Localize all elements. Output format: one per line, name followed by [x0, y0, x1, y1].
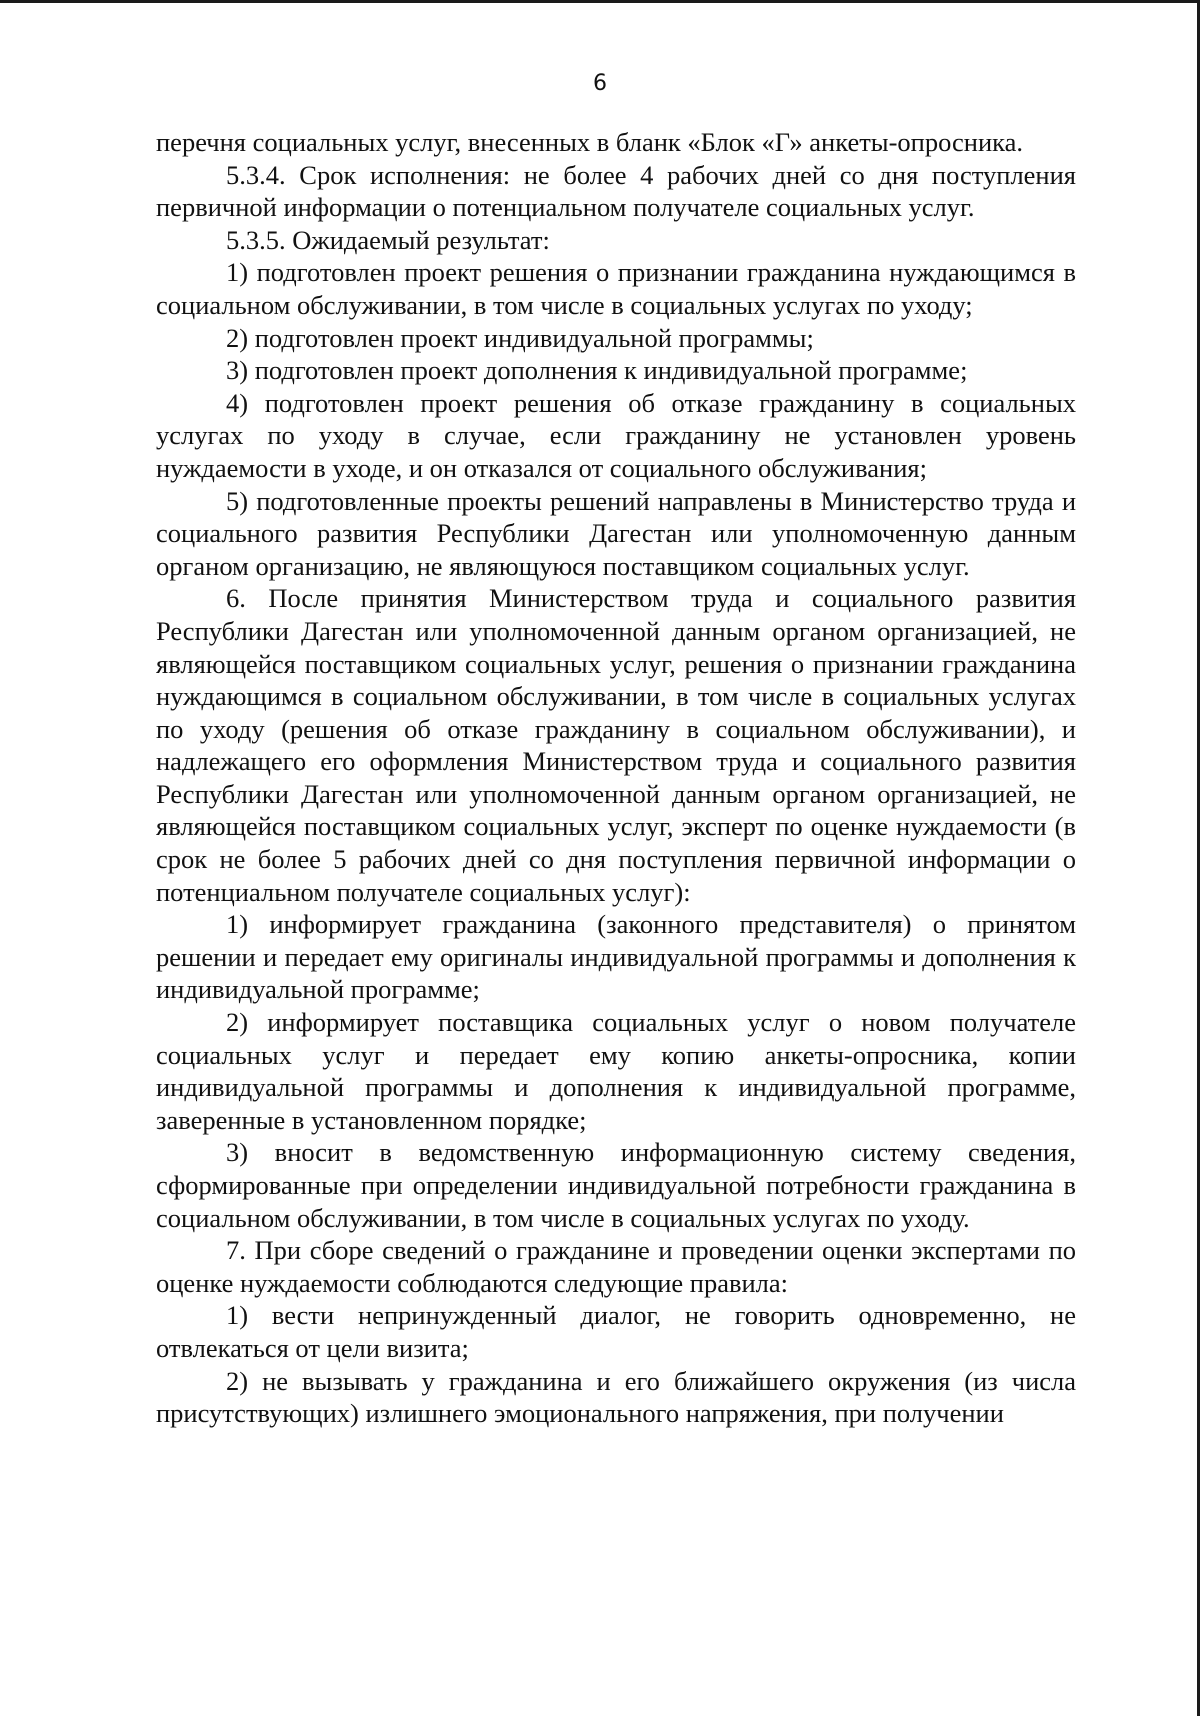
paragraph: 1) вести непринужденный диалог, не говорить одновременно, не отвлекаться от цели визита;: [156, 1300, 1076, 1363]
paragraph: 2) не вызывать у гражданина и его ближайшего окружения (из числа присутствующих) излишнего эмоционального напряжения, при получении: [156, 1365, 1076, 1429]
scan-edge-top: [0, 0, 1200, 3]
paragraph: 6. После принятия Министерством труда и социального развития Республики Дагестан или уполномоченной данным органом организацией, не являющейся поставщиком социальных услуг, решения о признании гражданина нуждающимся в социальном обслуживании, в том числе в социальных услугах по уходу (решения об отказе гражданину в социальном обслуживании), и надлежащего его оформления Министерством труда и социального развития Республики Дагестан или уполномоченной данным органом организацией, не являющейся поставщиком социальных услуг, эксперт по оценке нуждаемости (в срок не более 5 рабочих дней со дня поступления первичной информации о потенциальном получателе социальных услуг):: [156, 583, 1076, 907]
paragraph: 2) информирует поставщика социальных услуг о новом получателе социальных услуг и передает ему копию анкеты-опросника, копии индивидуальной программы и дополнения к индивидуальной программе, заверенные в установленном порядке;: [156, 1007, 1076, 1135]
paragraph: 3) подготовлен проект дополнения к индивидуальной программе;: [226, 355, 968, 386]
document-body: [156, 126, 1076, 1430]
paragraph: 1) информирует гражданина (законного представителя) о принятом решении и передает ему оригиналы индивидуальной программы и дополнения к индивидуальной программе;: [156, 909, 1076, 1005]
paragraph: 2) подготовлен проект индивидуальной программы;: [226, 322, 814, 353]
paragraph: 5) подготовленные проекты решений направлены в Министерство труда и социального развития Республики Дагестан или уполномоченную данным органом организацию, не являющуюся поставщиком социальных услуг.: [156, 485, 1076, 581]
paragraph: 3) вносит в ведомственную информационную систему сведения, сформированные при определении индивидуальной потребности гражданина в социальном обслуживании, в том числе в социальных услугах по уходу.: [156, 1137, 1076, 1233]
paragraph: 7. При сборе сведений о гражданине и проведении оценки экспертами по оценке нуждаемости соблюдаются следующие правила:: [156, 1235, 1076, 1298]
paragraph: 1) подготовлен проект решения о признании гражданина нуждающимся в социальном обслуживании, в том числе в социальных услугах по уходу;: [156, 257, 1076, 320]
page-number: 6: [593, 71, 607, 96]
paragraph: 4) подготовлен проект решения об отказе гражданину в социальных услугах по уходу в случае, если гражданину не установлен уровень нуждаемости в уходе, и он отказался от социального обслуживания;: [156, 387, 1076, 483]
paragraph: перечня социальных услуг, внесенных в бланк «Блок «Г» анкеты-опросника.: [156, 127, 1023, 157]
paragraph: 5.3.4. Срок исполнения: не более 4 рабочих дней со дня поступления первичной информации о потенциальном получателе социальных услуг.: [156, 159, 1076, 223]
paragraph: 5.3.5. Ожидаемый результат:: [226, 224, 550, 255]
